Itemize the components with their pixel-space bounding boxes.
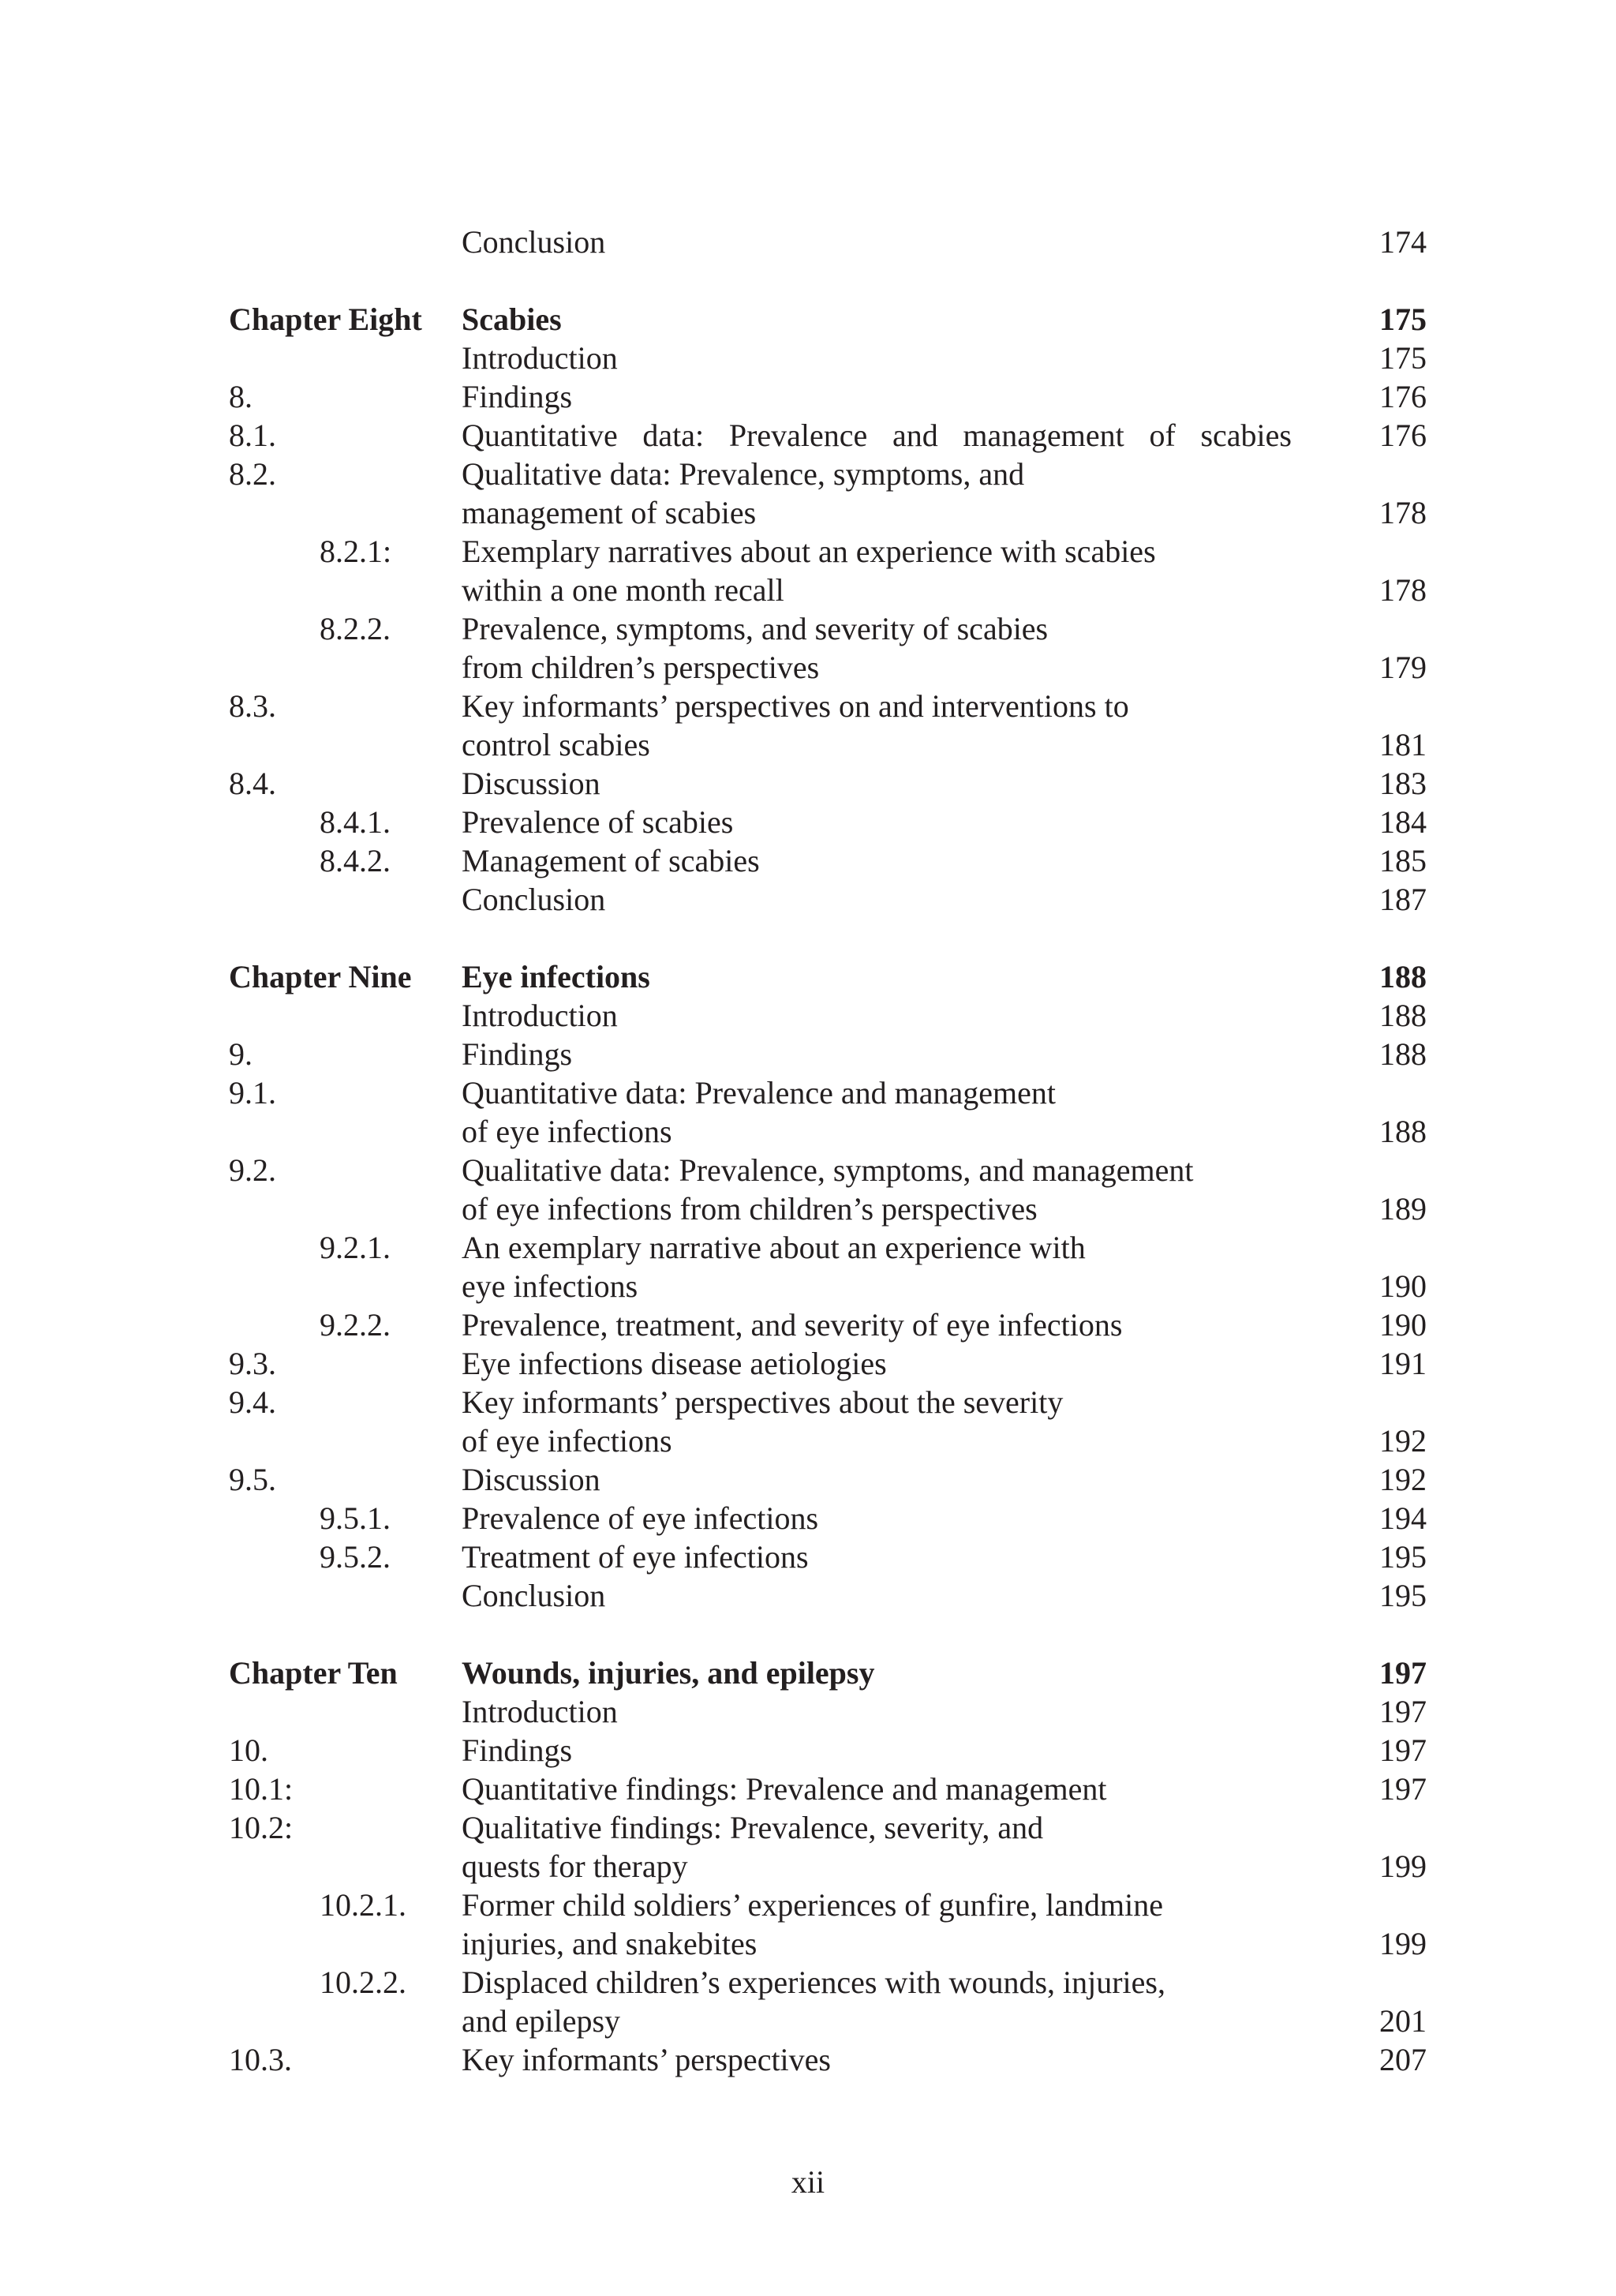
entry-title: Quantitative data: Prevalence and management of scabies — [462, 418, 1292, 453]
section-number: 10.2.1. — [320, 1887, 406, 1923]
entry-title: control scabies — [462, 727, 650, 762]
entry-title: of eye infections — [462, 1423, 672, 1459]
page-number-ref: 197 — [1379, 1771, 1427, 1807]
entry-title: Introduction — [462, 1694, 618, 1729]
section-number: 9.2.2. — [320, 1307, 391, 1343]
entry-title: and epilepsy — [462, 2003, 621, 2039]
toc-entry — [0, 493, 1616, 532]
section-number: 8.4.1. — [320, 804, 391, 840]
page-number-ref: 185 — [1379, 843, 1427, 878]
section-number: 10.3. — [229, 2042, 292, 2077]
page-number-ref: 175 — [1379, 302, 1427, 337]
toc-entry — [0, 1770, 1616, 1808]
toc-entry — [0, 1963, 1616, 2002]
page-number-ref: 174 — [1379, 224, 1427, 260]
page-number-ref: 197 — [1379, 1732, 1427, 1768]
section-number: 9.5.1. — [320, 1500, 391, 1536]
entry-title: Findings — [462, 1732, 573, 1768]
page-number-ref: 188 — [1379, 959, 1427, 994]
section-number: 8.4. — [229, 766, 276, 801]
toc-entry — [0, 880, 1616, 919]
section-number: 8.3. — [229, 688, 276, 724]
page-number-ref: 195 — [1379, 1578, 1427, 1613]
entry-title: Key informants’ perspectives — [462, 2042, 831, 2077]
entry-title: eye infections — [462, 1268, 638, 1304]
toc-entry — [0, 2040, 1616, 2079]
section-number: 9.1. — [229, 1075, 276, 1111]
entry-title: Conclusion — [462, 224, 606, 260]
entry-title: Exemplary narratives about an experience with scabies — [462, 534, 1156, 569]
section-number: 8.2.1: — [320, 534, 392, 569]
toc-entry — [0, 764, 1616, 803]
entry-title: Quantitative findings: Prevalence and management — [462, 1771, 1107, 1807]
page-number-ref: 199 — [1379, 1848, 1427, 1884]
section-number: 10.2: — [229, 1810, 294, 1845]
entry-title: Conclusion — [462, 882, 606, 917]
toc-entry — [0, 803, 1616, 841]
entry-title: Prevalence, treatment, and severity of eye infections — [462, 1307, 1123, 1343]
entry-title: Qualitative data: Prevalence, symptoms, and management — [462, 1152, 1194, 1188]
section-number: 8.2.2. — [320, 611, 391, 646]
toc-entry — [0, 416, 1616, 455]
toc-entry — [0, 1499, 1616, 1538]
toc-entry — [0, 1576, 1616, 1615]
entry-title: Findings — [462, 379, 573, 414]
toc-entry — [0, 1344, 1616, 1383]
page-number-ref: 201 — [1379, 2003, 1427, 2039]
toc-entry — [0, 571, 1616, 609]
toc-entry — [0, 1421, 1616, 1460]
entry-title: Discussion — [462, 1462, 600, 1497]
entry-title: Former child soldiers’ experiences of gunfire, landmine — [462, 1887, 1163, 1923]
toc-entry — [0, 455, 1616, 493]
toc-entry — [0, 1189, 1616, 1228]
entry-title: Eye infections disease aetiologies — [462, 1346, 887, 1381]
toc-entry — [0, 377, 1616, 416]
toc-entry — [0, 1383, 1616, 1421]
entry-title: Scabies — [462, 302, 562, 337]
toc-entry — [0, 1035, 1616, 1073]
page-number-ref: 207 — [1379, 2042, 1427, 2077]
entry-title: Displaced children’s experiences with wounds, injuries, — [462, 1965, 1165, 2000]
page-number-ref: 192 — [1379, 1462, 1427, 1497]
entry-title: Management of scabies — [462, 843, 760, 878]
section-number: 9.2. — [229, 1152, 276, 1188]
entry-title: An exemplary narrative about an experience with — [462, 1230, 1086, 1265]
section-number: 9.2.1. — [320, 1230, 391, 1265]
page-number-ref: 195 — [1379, 1539, 1427, 1575]
page-number-ref: 190 — [1379, 1268, 1427, 1304]
entry-title: Key informants’ perspectives about the severity — [462, 1384, 1064, 1420]
toc-entry — [0, 1808, 1616, 1847]
page-number-ref: 189 — [1379, 1191, 1427, 1227]
toc-entry — [0, 1151, 1616, 1189]
section-number: 8. — [229, 379, 252, 414]
entry-title: Quantitative data: Prevalence and management — [462, 1075, 1057, 1111]
page-number-ref: 178 — [1379, 495, 1427, 530]
page-number-ref: 175 — [1379, 340, 1427, 376]
entry-title: Findings — [462, 1036, 573, 1072]
page-number-ref: 178 — [1379, 572, 1427, 608]
entry-title: from children’s perspectives — [462, 650, 820, 685]
page-number-ref: 192 — [1379, 1423, 1427, 1459]
toc-entry — [0, 1731, 1616, 1770]
entry-title: Conclusion — [462, 1578, 606, 1613]
section-number: 9.3. — [229, 1346, 276, 1381]
page-number-ref: 184 — [1379, 804, 1427, 840]
page-number-ref: 197 — [1379, 1655, 1427, 1691]
toc-entry — [0, 1112, 1616, 1151]
entry-title: Key informants’ perspectives on and interventions to — [462, 688, 1129, 724]
entry-title: of eye infections — [462, 1114, 672, 1149]
toc-entry — [0, 841, 1616, 880]
entry-title: Introduction — [462, 340, 618, 376]
entry-title: management of scabies — [462, 495, 757, 530]
toc-entry — [0, 1228, 1616, 1267]
page-number-ref: 190 — [1379, 1307, 1427, 1343]
toc-entry — [0, 648, 1616, 687]
toc-entry — [0, 1692, 1616, 1731]
toc-entry — [0, 725, 1616, 764]
page-number-ref: 187 — [1379, 882, 1427, 917]
entry-title: Prevalence, symptoms, and severity of scabies — [462, 611, 1049, 646]
entry-title: Qualitative data: Prevalence, symptoms, and — [462, 456, 1025, 492]
page-number-ref: 191 — [1379, 1346, 1427, 1381]
page-number-ref: 183 — [1379, 766, 1427, 801]
entry-title: quests for therapy — [462, 1848, 688, 1884]
page-number-ref: 188 — [1379, 1036, 1427, 1072]
page-number: xii — [791, 2164, 825, 2200]
toc-entry — [0, 339, 1616, 377]
section-number: 9.5. — [229, 1462, 276, 1497]
toc-entry — [0, 1073, 1616, 1112]
toc-entry — [0, 1847, 1616, 1886]
section-number: 9.4. — [229, 1384, 276, 1420]
section-number: 9.5.2. — [320, 1539, 391, 1575]
page-number-ref: 199 — [1379, 1926, 1427, 1961]
entry-title: Discussion — [462, 766, 600, 801]
toc-entry — [0, 687, 1616, 725]
page-number-ref: 188 — [1379, 1114, 1427, 1149]
section-number: 10. — [229, 1732, 268, 1768]
page-number-ref: 188 — [1379, 998, 1427, 1033]
section-number: 8.4.2. — [320, 843, 391, 878]
chapter-label: Chapter Eight — [229, 302, 422, 337]
section-number: 10.1: — [229, 1771, 294, 1807]
page-number-ref: 197 — [1379, 1694, 1427, 1729]
section-number: 8.2. — [229, 456, 276, 492]
page-number-ref: 176 — [1379, 418, 1427, 453]
section-number: 10.2.2. — [320, 1965, 406, 2000]
toc-chapter-heading — [0, 300, 1616, 339]
toc-entry — [0, 996, 1616, 1035]
entry-title: Eye infections — [462, 959, 650, 994]
entry-title: within a one month recall — [462, 572, 784, 608]
entry-title: Wounds, injuries, and epilepsy — [462, 1655, 875, 1691]
chapter-label: Chapter Ten — [229, 1655, 398, 1691]
chapter-label: Chapter Nine — [229, 959, 412, 994]
toc-entry — [0, 223, 1616, 261]
entry-title: of eye infections from children’s perspectives — [462, 1191, 1038, 1227]
entry-title: injuries, and snakebites — [462, 1926, 758, 1961]
toc-entry — [0, 1305, 1616, 1344]
page-number-ref: 194 — [1379, 1500, 1427, 1536]
entry-title: Prevalence of eye infections — [462, 1500, 819, 1536]
toc-entry — [0, 532, 1616, 571]
entry-title: Treatment of eye infections — [462, 1539, 809, 1575]
toc-entry — [0, 1924, 1616, 1963]
toc-entry — [0, 1267, 1616, 1305]
toc-chapter-heading — [0, 957, 1616, 996]
toc-entry — [0, 1886, 1616, 1924]
toc-entry — [0, 609, 1616, 648]
entry-title: Qualitative findings: Prevalence, severity, and — [462, 1810, 1044, 1845]
entry-title: Introduction — [462, 998, 618, 1033]
toc-chapter-heading — [0, 1654, 1616, 1692]
section-number: 8.1. — [229, 418, 276, 453]
toc-entry — [0, 1460, 1616, 1499]
page-number-ref: 179 — [1379, 650, 1427, 685]
page-number-ref: 181 — [1379, 727, 1427, 762]
section-number: 9. — [229, 1036, 252, 1072]
page-number-ref: 176 — [1379, 379, 1427, 414]
toc-entry — [0, 1538, 1616, 1576]
toc-entry — [0, 2002, 1616, 2040]
entry-title: Prevalence of scabies — [462, 804, 734, 840]
